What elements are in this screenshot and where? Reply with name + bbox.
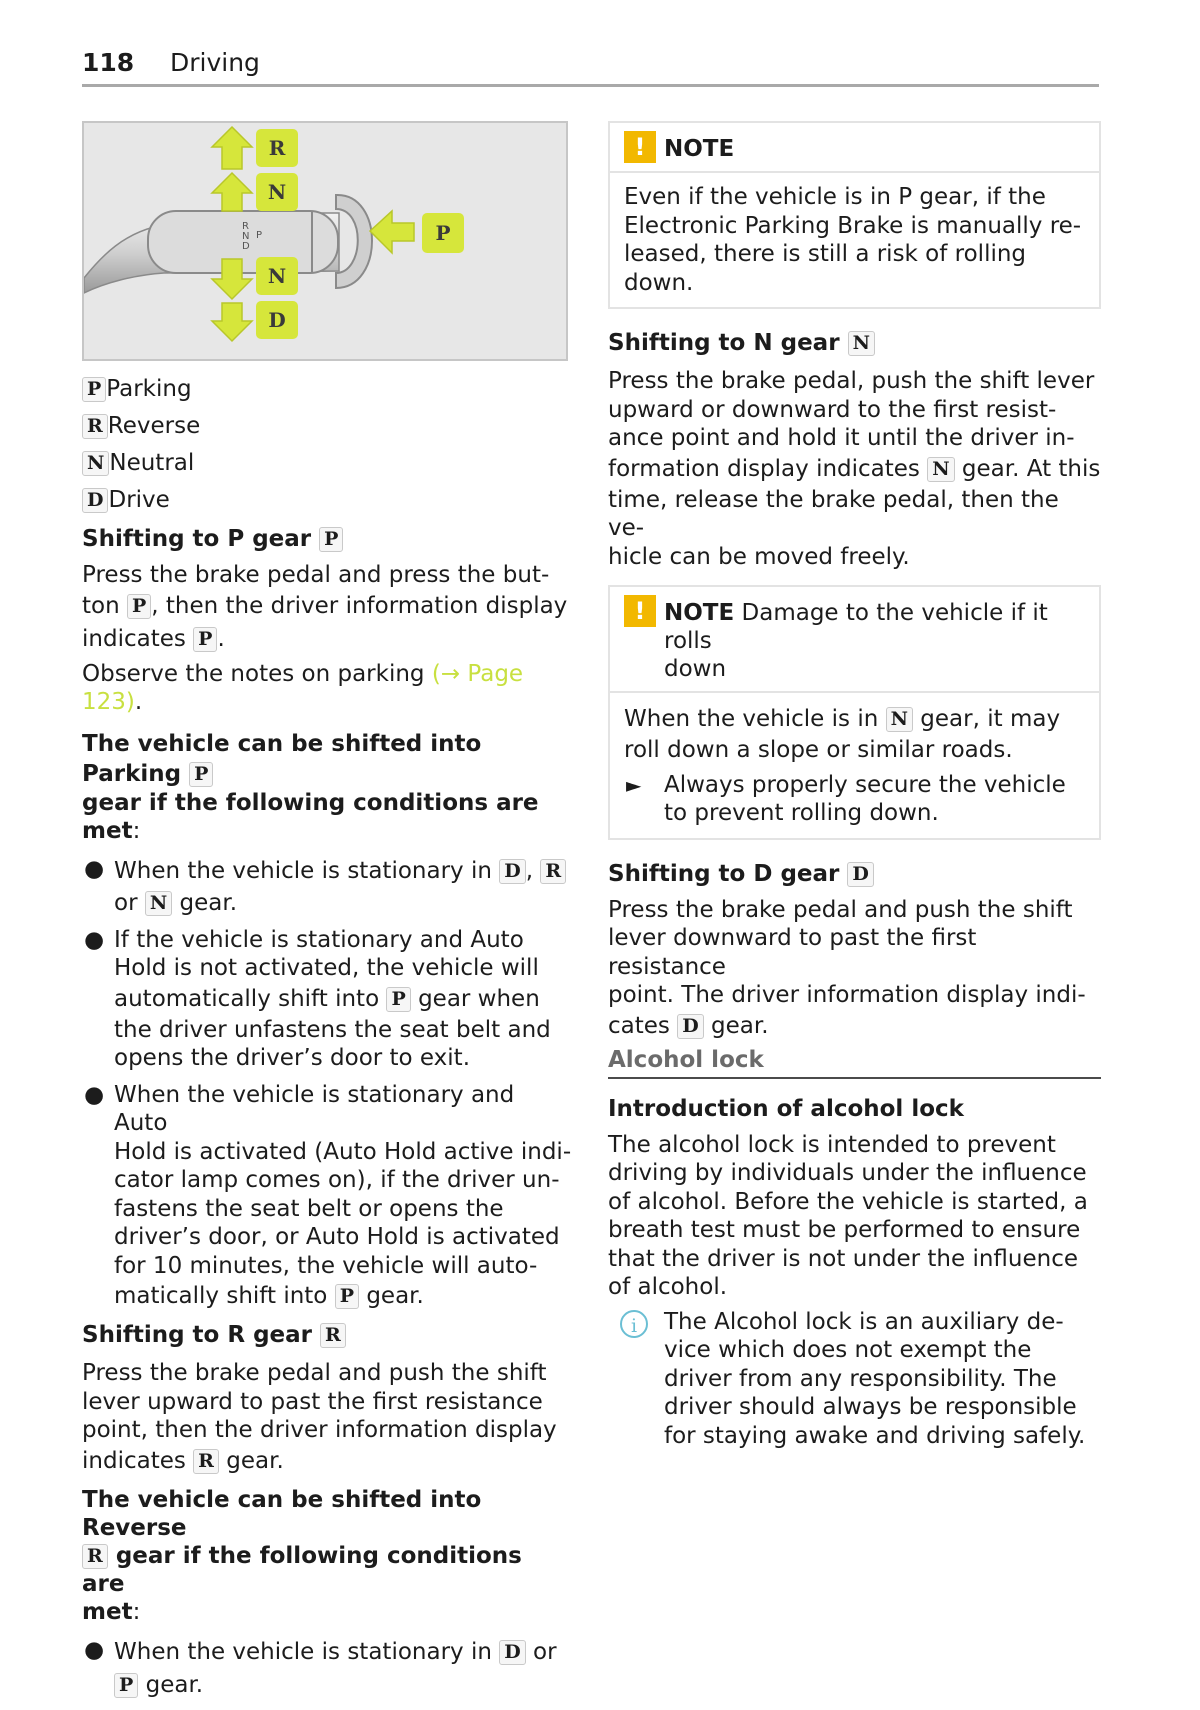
arrow-left-icon xyxy=(370,211,414,253)
warning-icon: ! xyxy=(624,131,656,163)
p-gear-body: Press the brake pedal and press the but- ton P , then the driver information display indicates P . xyxy=(82,562,568,652)
arrow-up-icon xyxy=(212,173,252,211)
alcohol-lock-heading: Introduction of alcohol lock xyxy=(608,1095,964,1122)
key-d: D xyxy=(82,488,108,513)
list-item: ● When the vehicle is stationary in D or P gear. xyxy=(84,1636,557,1698)
key-p: P xyxy=(114,1673,138,1698)
page-header xyxy=(82,44,1099,87)
gear-label-n-up: N xyxy=(267,180,287,204)
page-link[interactable]: (→ Page xyxy=(431,660,524,687)
r-gear-body: Press the brake pedal and push the shift lever upward to past the first resistance point, then the driver information display indicates R gear. xyxy=(82,1360,557,1474)
key-r: R xyxy=(540,859,566,884)
note-box-parking-brake xyxy=(608,121,1101,309)
left-column xyxy=(82,121,572,1710)
legend-item xyxy=(82,371,572,408)
lever-mark-n: N xyxy=(242,231,250,242)
key-r: R xyxy=(82,1544,108,1569)
note-box-rolling-damage xyxy=(608,585,1101,840)
r-conditions-heading: The vehicle can be shifted into Reverse R gear if the following conditions are met: xyxy=(82,1486,522,1625)
gear-label-n-down: N xyxy=(267,264,287,288)
d-gear-heading: Shifting to D gear D xyxy=(608,860,1101,888)
note-header: ! NOTE Damage to the vehicle if it rolls down xyxy=(610,587,1099,693)
legend-item xyxy=(82,408,572,445)
legend-label: Neutral xyxy=(109,450,195,476)
r-conditions-list xyxy=(82,1636,572,1702)
page-number: 118 xyxy=(82,48,135,77)
warning-icon: ! xyxy=(624,595,656,627)
key-d: D xyxy=(499,1640,525,1665)
key-n: N xyxy=(82,451,109,476)
list-item: ● When the vehicle is stationary in D , R or N gear. xyxy=(82,855,572,918)
legend-label: Reverse xyxy=(107,413,201,439)
note-header xyxy=(610,123,1099,173)
note-body: Even if the vehicle is in P gear, if the Electronic Parking Brake is manually re- leased, there is still a risk of rolling down. xyxy=(624,184,1082,296)
p-conditions-list xyxy=(82,855,572,1314)
lever-mark-d: D xyxy=(242,241,250,252)
d-gear-body: Press the brake pedal and push the shift lever downward to past the first resistance point. The driver information display indi- cates D gear. xyxy=(608,896,1086,1039)
right-column xyxy=(608,121,1101,1450)
bullet-icon: ● xyxy=(84,1081,105,1108)
note-title: NOTE xyxy=(664,136,735,162)
list-item: ● When the vehicle is stationary and Auto Hold is activated (Auto Hold active indi- cator lamp comes on), if the driver un- fastens the seat belt or opens the driver’s door, or Auto Hold is activated for 10 minutes, the vehicle will auto- matically shift into P gear. xyxy=(84,1081,572,1309)
key-n: N xyxy=(927,457,954,482)
gear-lever-diagram xyxy=(84,123,570,363)
key-p: P xyxy=(386,987,410,1012)
key-d: D xyxy=(847,862,873,887)
key-d: D xyxy=(499,859,525,884)
arrow-down-icon xyxy=(212,303,252,341)
section-title: Driving xyxy=(170,48,260,77)
key-r: R xyxy=(193,1449,219,1474)
gear-label-r: R xyxy=(268,136,286,160)
lever-mark-r: R xyxy=(242,221,249,232)
key-r: R xyxy=(320,1323,346,1348)
legend-item xyxy=(82,482,572,519)
key-p: P xyxy=(319,527,343,552)
note-title: NOTE xyxy=(664,600,735,626)
legend-label: Parking xyxy=(106,376,192,402)
key-p: P xyxy=(127,594,151,619)
observe-parking-note: Observe the notes on parking (→ Page 123). xyxy=(82,660,524,715)
r-gear-heading: Shifting to R gear R xyxy=(82,1321,572,1349)
arrow-up-icon xyxy=(212,127,252,169)
key-p: P xyxy=(193,627,217,652)
note-body: When the vehicle is in N gear, it may roll down a slope or similar roads. ► Always properly secure the vehicle to prevent rolling down. xyxy=(610,693,1099,838)
lever-button xyxy=(336,195,372,288)
gear-lever-figure xyxy=(82,121,568,361)
legend-label: Drive xyxy=(108,487,170,513)
alcohol-lock-section-title: Alcohol lock xyxy=(608,1045,1101,1079)
key-p: P xyxy=(335,1284,359,1309)
arrow-right-icon: ► xyxy=(626,772,642,797)
legend-item xyxy=(82,445,572,482)
info-note: i The Alcohol lock is an auxiliary de- vice which does not exempt the driver from any responsibility. The driver should always be responsible for staying awake and driving safely. xyxy=(608,1308,1101,1451)
gear-label-p: P xyxy=(435,221,451,245)
lever-mark-p: P xyxy=(256,230,263,241)
gear-label-d: D xyxy=(268,308,286,332)
key-p: P xyxy=(82,377,106,402)
list-item: ● If the vehicle is stationary and Auto Hold is not activated, the vehicle will automatically shift into P gear when the driver unfastens the seat belt and opens the driver’s door to exit. xyxy=(84,926,551,1071)
bullet-icon: ● xyxy=(84,855,105,882)
key-p: P xyxy=(189,762,213,787)
alcohol-lock-body: The alcohol lock is intended to prevent driving by individuals under the influence of alcohol. Before the vehicle is started, a breath test must be performed to ensure that the driver is not under the influence of alcohol. xyxy=(608,1131,1088,1300)
key-r: R xyxy=(82,414,108,439)
p-gear-heading: Shifting to P gear P xyxy=(82,525,572,553)
n-gear-body: Press the brake pedal, push the shift lever upward or downward to the first resist- ance point and hold it until the driver in- formation display indicates N gear. At this time, release the brake pedal, then the ve- hicle can be moved freely. xyxy=(608,368,1101,570)
note-action-item: ► Always properly secure the vehicle to prevent rolling down. xyxy=(626,771,1066,826)
key-n: N xyxy=(886,707,913,732)
key-n: N xyxy=(848,331,875,356)
key-n: N xyxy=(145,891,172,916)
bullet-icon: ● xyxy=(84,926,105,953)
gear-legend xyxy=(82,371,572,519)
p-conditions-heading: The vehicle can be shifted into Parking P gear if the following conditions are met: xyxy=(82,730,539,844)
page-link-number[interactable]: 123) xyxy=(82,689,135,715)
n-gear-heading: Shifting to N gear N xyxy=(608,329,1101,357)
info-icon: i xyxy=(620,1310,648,1338)
key-d: D xyxy=(677,1014,703,1039)
bullet-icon: ● xyxy=(84,1636,105,1663)
